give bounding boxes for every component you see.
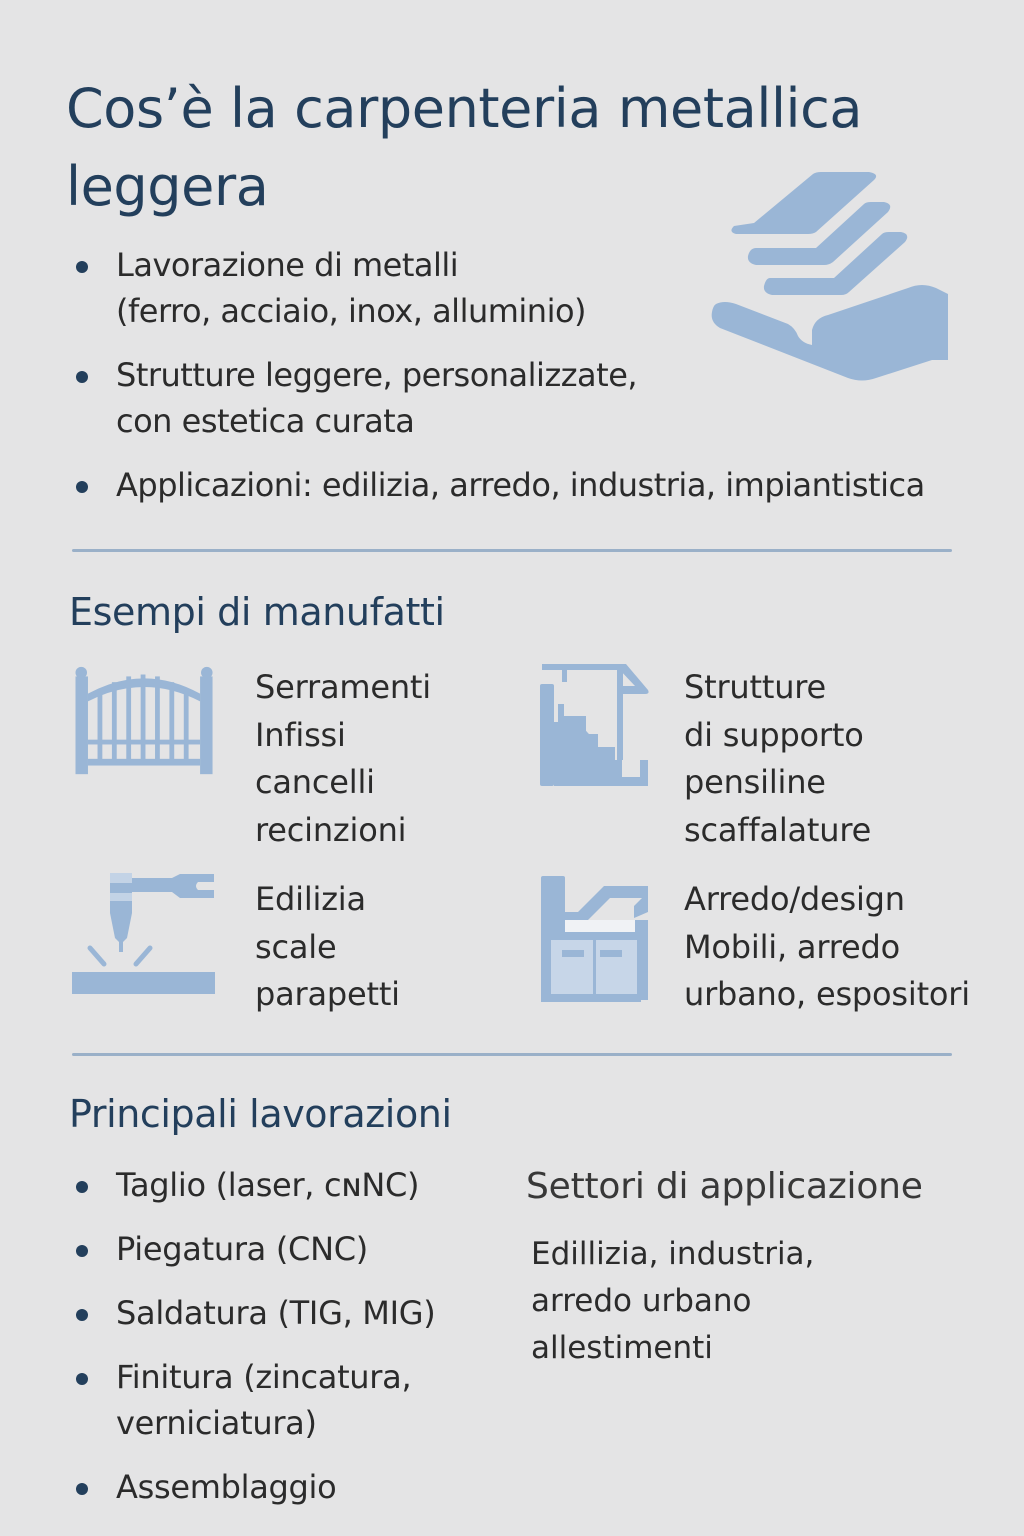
staircase-structure-icon	[540, 664, 690, 784]
furniture-cabinet-icon	[538, 872, 688, 992]
sectors-text: Edillizia, industria, arredo urbano allestimenti	[531, 1236, 815, 1366]
bullet-icon	[76, 1245, 88, 1257]
processes-list	[68, 1162, 508, 1528]
intro-item: Applicazioni: edilizia, arredo, industria, impiantistica	[68, 462, 1018, 508]
process-item: Finitura (zincatura, verniciatura)	[68, 1354, 508, 1446]
bullet-icon	[76, 261, 88, 273]
example-text-structures: Strutture di supporto pensiline scaffalature	[684, 668, 872, 849]
bullet-icon	[76, 371, 88, 383]
bullet-icon	[76, 1483, 88, 1495]
bullet-icon	[76, 1181, 88, 1193]
intro-list	[68, 242, 1018, 526]
section-divider	[72, 1053, 952, 1056]
process-item: Taglio (laser, cɴNC)	[68, 1162, 508, 1208]
example-text-furniture: Arredo/design Mobili, arredo urbano, espositori	[684, 880, 970, 1013]
process-item: Saldatura (TIG, MIG)	[68, 1290, 508, 1336]
examples-heading: Esempi di manufatti	[69, 590, 445, 634]
bullet-icon	[76, 481, 88, 493]
intro-item: Strutture leggere, personalizzate, con estetica curata	[68, 352, 1018, 444]
example-text-construction: Edilizia scale parapetti	[255, 880, 400, 1013]
process-item: Piegatura (CNC)	[68, 1226, 508, 1272]
intro-item: Lavorazione di metalli (ferro, acciaio, inox, alluminio)	[68, 242, 1018, 334]
welding-torch-icon	[72, 870, 222, 990]
bullet-icon	[76, 1309, 88, 1321]
processes-heading: Principali lavorazioni	[69, 1092, 452, 1136]
example-text-gates: Serramenti Infissi cancelli recinzioni	[255, 668, 431, 849]
section-divider	[72, 549, 952, 552]
gate-icon	[72, 663, 222, 783]
sectors-heading: Settori di applicazione	[526, 1166, 923, 1207]
page-title: Cos’è la carpenteria metallica leggera	[66, 77, 863, 218]
process-item: Assemblaggio	[68, 1464, 508, 1510]
bullet-icon	[76, 1373, 88, 1385]
